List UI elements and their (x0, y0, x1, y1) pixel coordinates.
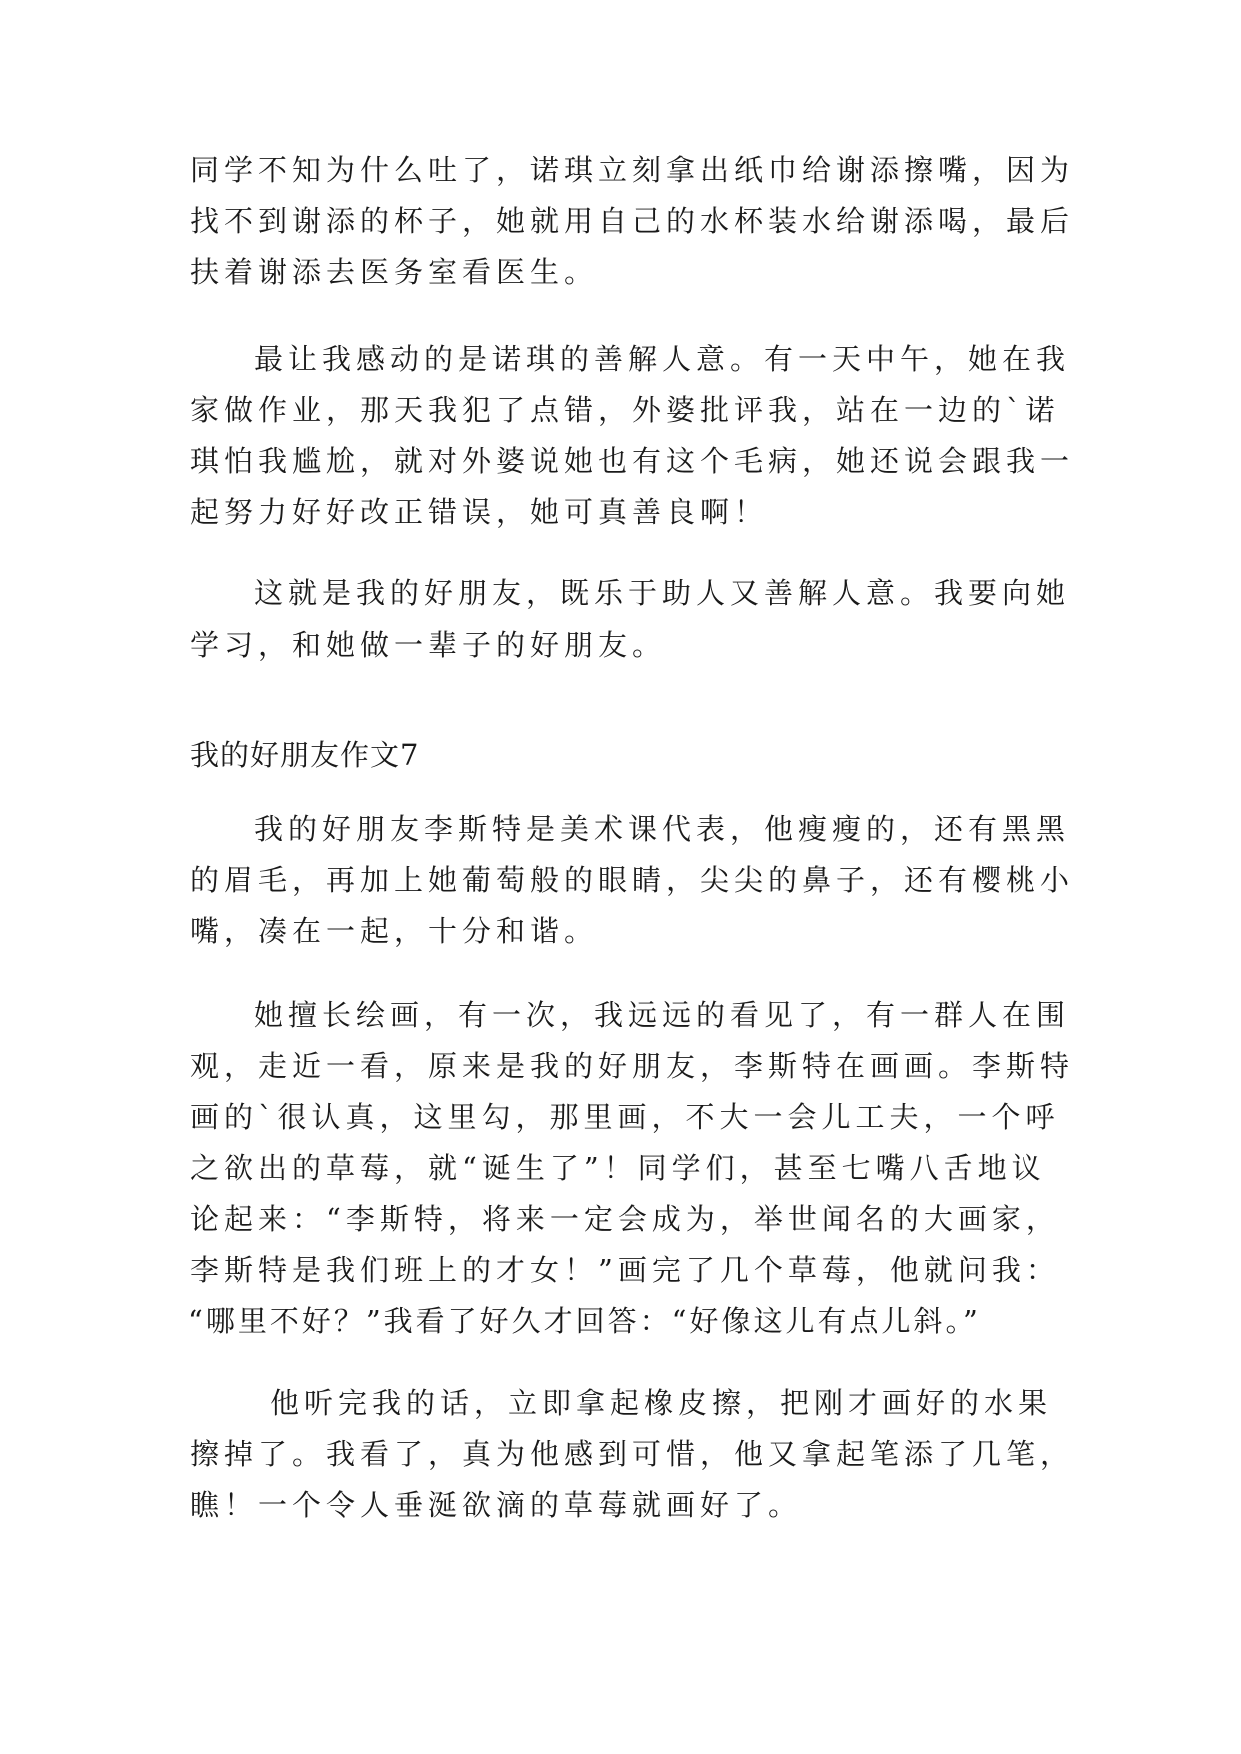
paragraph-5-line-5: 论起来：“李斯特，将来一定会成为，举世闻名的大画家， (190, 1202, 1060, 1236)
paragraph-1-line-2: 找不到谢添的杯子，她就用自己的水杯装水给谢添喝，最后 (190, 204, 1075, 238)
essay-title: 我的好朋友作文7 (190, 738, 420, 772)
paragraph-5-line-7: “哪里不好？”我看了好久才回答：“好像这儿有点儿斜。” (188, 1304, 981, 1338)
paragraph-6-line-2: 擦掉了。我看了，真为他感到可惜，他又拿起笔添了几笔， (190, 1437, 1075, 1471)
paragraph-5-line-2: 观，走近一看，原来是我的好朋友，李斯特在画画。李斯特 (190, 1049, 1075, 1083)
paragraph-5-line-3: 画的`很认真，这里勾，那里画，不大一会儿工夫，一个呼 (190, 1100, 1060, 1134)
paragraph-5-line-6: 李斯特是我们班上的才女！”画完了几个草莓，他就问我： (190, 1253, 1060, 1287)
paragraph-3-line-1: 这就是我的好朋友，既乐于助人又善解人意。我要向她 (254, 576, 1071, 610)
paragraph-4-line-3: 嘴，凑在一起，十分和谐。 (190, 914, 599, 948)
paragraph-2-line-2: 家做作业，那天我犯了点错，外婆批评我，站在一边的`诺 (190, 393, 1060, 427)
paragraph-6-line-3: 瞧！一个令人垂涎欲滴的草莓就画好了。 (190, 1488, 803, 1522)
paragraph-4-line-1: 我的好朋友李斯特是美术课代表，他瘦瘦的，还有黑黑 (254, 812, 1071, 846)
paragraph-2-line-3: 琪怕我尴尬，就对外婆说她也有这个毛病，她还说会跟我一 (190, 444, 1075, 478)
paragraph-5-line-4: 之欲出的草莓，就“诞生了”！同学们，甚至七嘴八舌地议 (190, 1151, 1046, 1185)
paragraph-3-line-2: 学习，和她做一辈子的好朋友。 (190, 628, 667, 662)
paragraph-1-line-1: 同学不知为什么吐了，诺琪立刻拿出纸巾给谢添擦嘴，因为 (190, 153, 1075, 187)
paragraph-1-line-3: 扶着谢添去医务室看医生。 (190, 255, 599, 289)
paragraph-6-line-1: 他听完我的话，立即拿起橡皮擦，把刚才画好的水果 (270, 1386, 1053, 1420)
paragraph-4-line-2: 的眉毛，再加上她葡萄般的眼睛，尖尖的鼻子，还有樱桃小 (190, 863, 1075, 897)
paragraph-2-line-4: 起努力好好改正错误，她可真善良啊！ (190, 495, 769, 529)
paragraph-2-line-1: 最让我感动的是诺琪的善解人意。有一天中午，她在我 (254, 342, 1071, 376)
paragraph-5-line-1: 她擅长绘画，有一次，我远远的看见了，有一群人在围 (254, 998, 1071, 1032)
